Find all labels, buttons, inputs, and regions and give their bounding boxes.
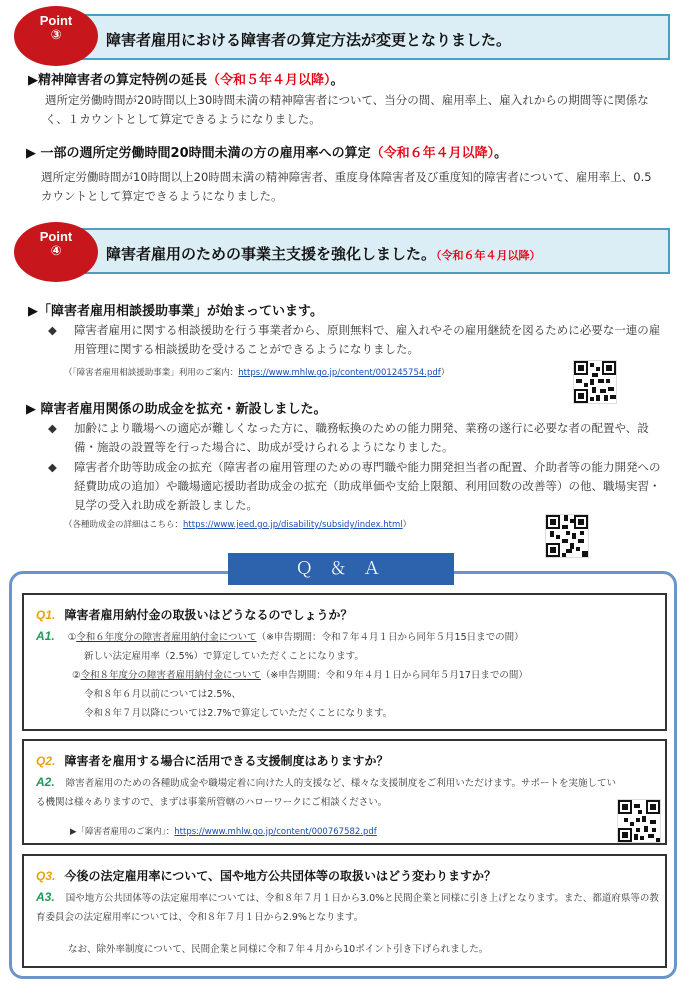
q2-answer-text: 障害者雇用のための各種助成金や職場定着に向けた人的支援など、様々な支援制度をご利用いただけます。サポートを実施している機関は様々ありますので、まずは事業所管轄のハローワークにご相談ください。: [36, 778, 616, 808]
point4-item1-ref-prefix: （「障害者雇用相談援助事業」利用のご案内：: [64, 368, 239, 378]
point3-badge: [14, 6, 98, 66]
point3-title: 障害者雇用における障害者の算定方法が変更となりました。: [106, 31, 512, 49]
point4-item1-text: 障害者雇用に関する相談援助を行う事業者から、原則無料で、雇入れやその雇用継続を図るために必要な一連の雇用管理に関する相談援助を受けることができるようになりました。: [74, 323, 661, 356]
point3-item2-date: （令和６年４月以降）: [370, 146, 495, 161]
point3-item1-date: （令和５年４月以降）: [207, 73, 331, 88]
q3-answer-text: 国や地方公共団体等の法定雇用率については、令和８年７月１日から3.0%と民間企業と同様に引き上げとなります。また、都道府県等の教育委員会の法定雇用率については、令和８年７月１日から2.9%となります。: [36, 893, 659, 923]
point4-title: 障害者雇用のための事業主支援を強化しました。: [106, 245, 437, 263]
point3-item1-end: 。: [330, 73, 344, 88]
point3-item2-heading: [26, 142, 507, 161]
point4-item2-bullet1: [48, 419, 663, 457]
q2-box: [22, 739, 667, 845]
point4-item2-text2: 障害者介助等助成金の拡充（障害者の雇用管理のための専門職や能力開発担当者の配置、介助者等の能力開発への経費助成の追加）や職場適応援助者助成金の拡充（助成単価や支給上限額、利用回数の改善等）の他、職場実習・見学の受入れ助成を新設しました。: [74, 460, 661, 512]
q1-answer-line4: 令和８年６月以前については2.5%、: [84, 689, 241, 700]
q1-answer: [36, 627, 661, 723]
point4-item1-ref: [64, 366, 449, 378]
q2-question: 障害者を雇用する場合に活用できる支援制度はありますか？: [64, 754, 389, 768]
q2-question-row: [36, 750, 388, 769]
point3-item2-heading-text: ▶ 一部の週所定労働時間20時間未満の方の雇用率への算定: [26, 146, 371, 161]
point4-title-date: （令和６年４月以降）: [436, 249, 541, 262]
q1-box: [22, 593, 667, 731]
point4-item1-ref-link[interactable]: https://www.mhlw.go.jp/content/001245754.pdf: [238, 368, 441, 378]
point4-item1-heading: ▶「障害者雇用相談援助事業」が始まっています。: [28, 304, 323, 319]
point3-item1-text: 週所定労働時間が20時間以上30時間未満の精神障害者について、当分の間、雇用率上、雇入れからの期間等に関係なく、１カウントとして算定できるようになりました。: [45, 93, 649, 126]
qa-tab: [228, 553, 454, 585]
point4-title-wrap: [106, 243, 541, 264]
q1-line1-underlined: 令和６年度分の障害者雇用納付金について: [76, 632, 257, 643]
point4-badge-num: ④: [50, 244, 62, 259]
qr-code-icon: [573, 360, 617, 404]
q2-ref-prefix: ▶「障害者雇用のご案内」：: [70, 827, 175, 837]
q1-label: Q1.: [36, 608, 56, 622]
point4-badge-word: Point: [39, 229, 73, 244]
point3-item1-heading-text: ▶精神障害者の算定特例の延長: [28, 73, 207, 88]
point4-item2-ref: [64, 518, 411, 530]
point4-banner: [52, 228, 670, 274]
point3-item2-end: 。: [494, 146, 508, 161]
q2-answer: [36, 773, 616, 812]
point3-banner: [52, 14, 670, 60]
q2-label: Q2.: [36, 754, 56, 768]
q3-label: Q3.: [36, 869, 56, 883]
q2-ref-link[interactable]: https://www.mhlw.go.jp/content/000767582.pdf: [174, 827, 377, 837]
point4-item1-bullet: [48, 321, 663, 359]
point3-item1-heading: [28, 69, 344, 88]
point3-badge-word: Point: [39, 13, 73, 28]
q3-question: 今後の法定雇用率について、国や地方公共団体等の取扱いはどう変わりますか？: [64, 869, 496, 883]
point4-item2-bullet2: [48, 458, 663, 515]
diamond-bullet-icon: ◆: [48, 421, 57, 435]
qr-code-icon: [617, 799, 661, 843]
point4-item1-ref-suffix: ）: [440, 368, 450, 378]
qa-tab-label: Ｑ ＆ Ａ: [295, 559, 387, 578]
point4-item2-heading: ▶ 障害者雇用関係の助成金を拡充・新設しました。: [26, 402, 327, 417]
q1-line1-num: ①: [67, 632, 77, 643]
a1-label: A1.: [36, 629, 55, 643]
q1-answer-line3: [36, 666, 661, 685]
q1-answer-line2: 新しい法定雇用率（2.5%）で算定していただくことになります。: [84, 651, 364, 662]
diamond-bullet-icon: ◆: [48, 460, 57, 474]
point4-item2-ref-link[interactable]: https://www.jeed.go.jp/disability/subsidy/index.html: [183, 520, 403, 530]
q3-answer: [36, 888, 661, 927]
a2-label: A2.: [36, 775, 55, 789]
point3-item2-text: 週所定労働時間が10時間以上20時間未満の精神障害者、重度身体障害者及び重度知的障害者について、雇用率上、0.5カウントとして算定できるようになりました。: [41, 170, 652, 203]
point3-badge-num: ③: [50, 28, 62, 43]
q1-line3-rest: （※申告期間：令和９年４月１日から同年５月17日までの間）: [260, 670, 528, 681]
q3-question-row: [36, 865, 496, 884]
q3-box: [22, 854, 667, 968]
point4-item2-ref-suffix: ）: [402, 520, 412, 530]
point4-badge: [14, 222, 98, 282]
q1-line3-underlined: 令和８年度分の障害者雇用納付金について: [80, 670, 261, 681]
q1-line1-rest: （※申告期間：令和７年４月１日から同年５月15日までの間）: [256, 632, 524, 643]
q3-note: なお、除外率制度について、民間企業と同様に令和７年４月から10ポイント引き下げられました。: [68, 944, 489, 955]
q1-answer-line1: [36, 627, 661, 647]
point4-item2-text1: 加齢により職場への適応が難しくなった方に、職務転換のための能力開発、業務の遂行に必要な者の配置や、設備・施設の設置等を行った場合に、助成が受けられるようになりました。: [74, 421, 649, 454]
point4-item2-ref-prefix: （各種助成金の詳細はこちら：: [64, 520, 184, 530]
qr-code-icon: [545, 514, 589, 558]
a3-label: A3.: [36, 890, 55, 904]
q1-answer-line5: 令和８年７月以降については2.7%で算定していただくことになります。: [84, 708, 393, 719]
q1-question-row: [36, 604, 352, 623]
q1-question: 障害者雇用納付金の取扱いはどうなるのでしょうか？: [64, 608, 353, 622]
q1-line3-num: ②: [72, 670, 81, 681]
diamond-bullet-icon: ◆: [48, 323, 57, 337]
q2-ref: [70, 825, 377, 837]
